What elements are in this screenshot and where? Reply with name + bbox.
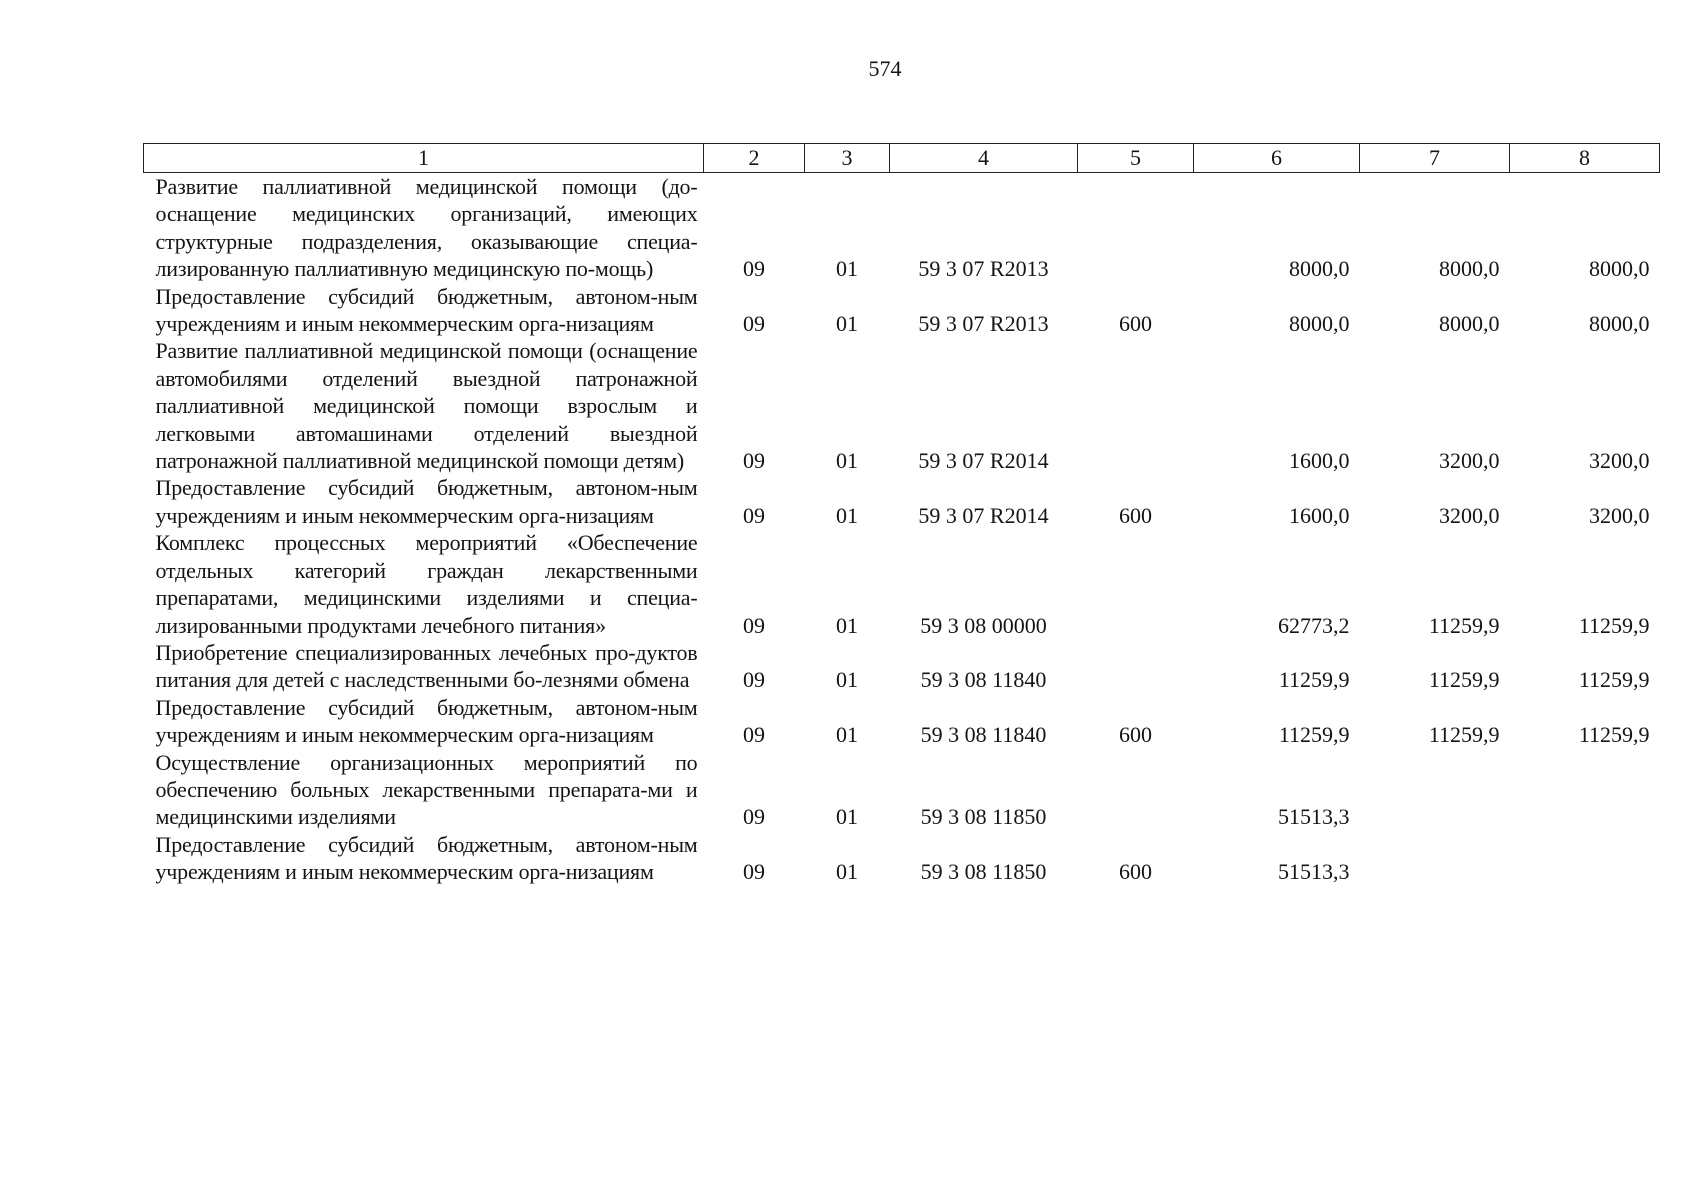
column-header: 7 bbox=[1360, 144, 1510, 173]
expense-type-code: 600 bbox=[1119, 502, 1152, 528]
amount-col-8: 11259,9 bbox=[1578, 667, 1650, 693]
row-description: Осуществление организационных мероприятий по обеспечению больных лекарственными препарата-ми и медицинскими изделиями bbox=[155, 749, 698, 830]
amount-col-7 bbox=[1360, 831, 1510, 886]
expense-type-code bbox=[1078, 173, 1194, 283]
amount-col-6: 8000,0 bbox=[1289, 256, 1350, 282]
amount-col-8: 3200,0 bbox=[1589, 502, 1650, 528]
subsection-code: 01 bbox=[836, 667, 858, 693]
section-code: 09 bbox=[743, 859, 765, 885]
expense-type-code bbox=[1078, 337, 1194, 474]
column-header: 6 bbox=[1194, 144, 1360, 173]
table-row bbox=[144, 283, 1660, 338]
amount-col-6: 11259,9 bbox=[1278, 667, 1350, 693]
section-code: 09 bbox=[743, 722, 765, 748]
row-description: Предоставление субсидий бюджетным, автоном-ным учреждениям и иным некоммерческим орга-низациям bbox=[155, 694, 698, 748]
page-number: 574 bbox=[868, 56, 902, 81]
subsection-code: 01 bbox=[836, 256, 858, 282]
subsection-code: 01 bbox=[836, 502, 858, 528]
amount-col-7: 11259,9 bbox=[1428, 722, 1500, 748]
subsection-code: 01 bbox=[836, 859, 858, 885]
section-code: 09 bbox=[743, 256, 765, 282]
target-article-code: 59 3 08 00000 bbox=[920, 612, 1047, 638]
section-code: 09 bbox=[743, 448, 765, 474]
target-article-code: 59 3 07 R2014 bbox=[918, 448, 1049, 474]
subsection-code: 01 bbox=[836, 448, 858, 474]
subsection-code: 01 bbox=[836, 722, 858, 748]
column-header: 8 bbox=[1510, 144, 1660, 173]
amount-col-8 bbox=[1510, 749, 1660, 831]
subsection-code: 01 bbox=[836, 804, 858, 830]
amount-col-6: 51513,3 bbox=[1278, 859, 1350, 885]
expense-type-code bbox=[1078, 639, 1194, 694]
amount-col-7: 8000,0 bbox=[1439, 256, 1500, 282]
table-row bbox=[144, 749, 1660, 831]
amount-col-8: 11259,9 bbox=[1578, 612, 1650, 638]
section-code: 09 bbox=[743, 612, 765, 638]
row-description: Предоставление субсидий бюджетным, автоном-ным учреждениям и иным некоммерческим орга-низациям bbox=[155, 831, 698, 885]
table-row bbox=[144, 173, 1660, 283]
amount-col-6: 1600,0 bbox=[1289, 502, 1350, 528]
amount-col-7: 3200,0 bbox=[1439, 448, 1500, 474]
column-header: 3 bbox=[805, 144, 890, 173]
table-row bbox=[144, 337, 1660, 474]
table-row bbox=[144, 639, 1660, 694]
amount-col-6: 62773,2 bbox=[1278, 612, 1350, 638]
amount-col-8: 8000,0 bbox=[1589, 311, 1650, 337]
target-article-code: 59 3 08 11850 bbox=[920, 859, 1047, 885]
expense-type-code: 600 bbox=[1119, 859, 1152, 885]
table-header-row bbox=[144, 144, 1660, 173]
row-description: Развитие паллиативной медицинской помощи (до-оснащение медицинских организаций, имеющих структурные подразделения, оказывающие специа-лизированную паллиативную медицинскую по-мощь) bbox=[155, 174, 698, 282]
amount-col-8: 3200,0 bbox=[1589, 448, 1650, 474]
target-article-code: 59 3 07 R2014 bbox=[918, 502, 1049, 528]
table-row bbox=[144, 529, 1660, 639]
row-description: Предоставление субсидий бюджетным, автоном-ным учреждениям и иным некоммерческим орга-низациям bbox=[155, 475, 698, 528]
table-row bbox=[144, 831, 1660, 886]
target-article-code: 59 3 08 11840 bbox=[920, 722, 1047, 748]
target-article-code: 59 3 08 11840 bbox=[920, 667, 1047, 693]
expense-type-code bbox=[1078, 529, 1194, 639]
target-article-code: 59 3 08 11850 bbox=[920, 804, 1047, 830]
amount-col-6: 51513,3 bbox=[1278, 804, 1350, 830]
amount-col-7: 11259,9 bbox=[1428, 667, 1500, 693]
target-article-code: 59 3 07 R2013 bbox=[918, 311, 1049, 337]
expense-type-code bbox=[1078, 749, 1194, 831]
amount-col-6: 8000,0 bbox=[1289, 311, 1350, 337]
amount-col-7: 3200,0 bbox=[1439, 502, 1500, 528]
column-header: 5 bbox=[1078, 144, 1194, 173]
amount-col-6: 11259,9 bbox=[1278, 722, 1350, 748]
subsection-code: 01 bbox=[836, 612, 858, 638]
section-code: 09 bbox=[743, 502, 765, 528]
section-code: 09 bbox=[743, 311, 765, 337]
amount-col-8: 8000,0 bbox=[1589, 256, 1650, 282]
table-row bbox=[144, 474, 1660, 529]
subsection-code: 01 bbox=[836, 311, 858, 337]
amount-col-7 bbox=[1360, 749, 1510, 831]
column-header: 4 bbox=[890, 144, 1078, 173]
amount-col-7: 8000,0 bbox=[1439, 311, 1500, 337]
row-description: Приобретение специализированных лечебных про-дуктов питания для детей с наследственными бо-лезнями обмена bbox=[155, 639, 698, 693]
target-article-code: 59 3 07 R2013 bbox=[918, 256, 1049, 282]
section-code: 09 bbox=[743, 804, 765, 830]
table-body bbox=[144, 173, 1660, 886]
expense-type-code: 600 bbox=[1119, 722, 1152, 748]
column-header: 2 bbox=[704, 144, 805, 173]
expense-type-code: 600 bbox=[1119, 311, 1152, 337]
section-code: 09 bbox=[743, 667, 765, 693]
row-description: Комплекс процессных мероприятий «Обеспечение отдельных категорий граждан лекарственными препаратами, медицинскими изделиями и специа-лизированными продуктами лечебного питания» bbox=[155, 530, 698, 638]
budget-table bbox=[143, 143, 1660, 886]
amount-col-7: 11259,9 bbox=[1428, 612, 1500, 638]
table-row bbox=[144, 694, 1660, 749]
row-description: Предоставление субсидий бюджетным, автоном-ным учреждениям и иным некоммерческим орга-низациям bbox=[155, 283, 698, 337]
column-header: 1 bbox=[144, 144, 704, 173]
amount-col-8 bbox=[1510, 831, 1660, 886]
amount-col-8: 11259,9 bbox=[1578, 722, 1650, 748]
amount-col-6: 1600,0 bbox=[1289, 448, 1350, 474]
row-description: Развитие паллиативной медицинской помощи (оснащение автомобилями отделений выездной патронажной паллиативной медицинской помощи взрослым и легковыми автомашинами отделений выездной патронажной паллиативной медицинской помощи детям) bbox=[155, 338, 698, 474]
